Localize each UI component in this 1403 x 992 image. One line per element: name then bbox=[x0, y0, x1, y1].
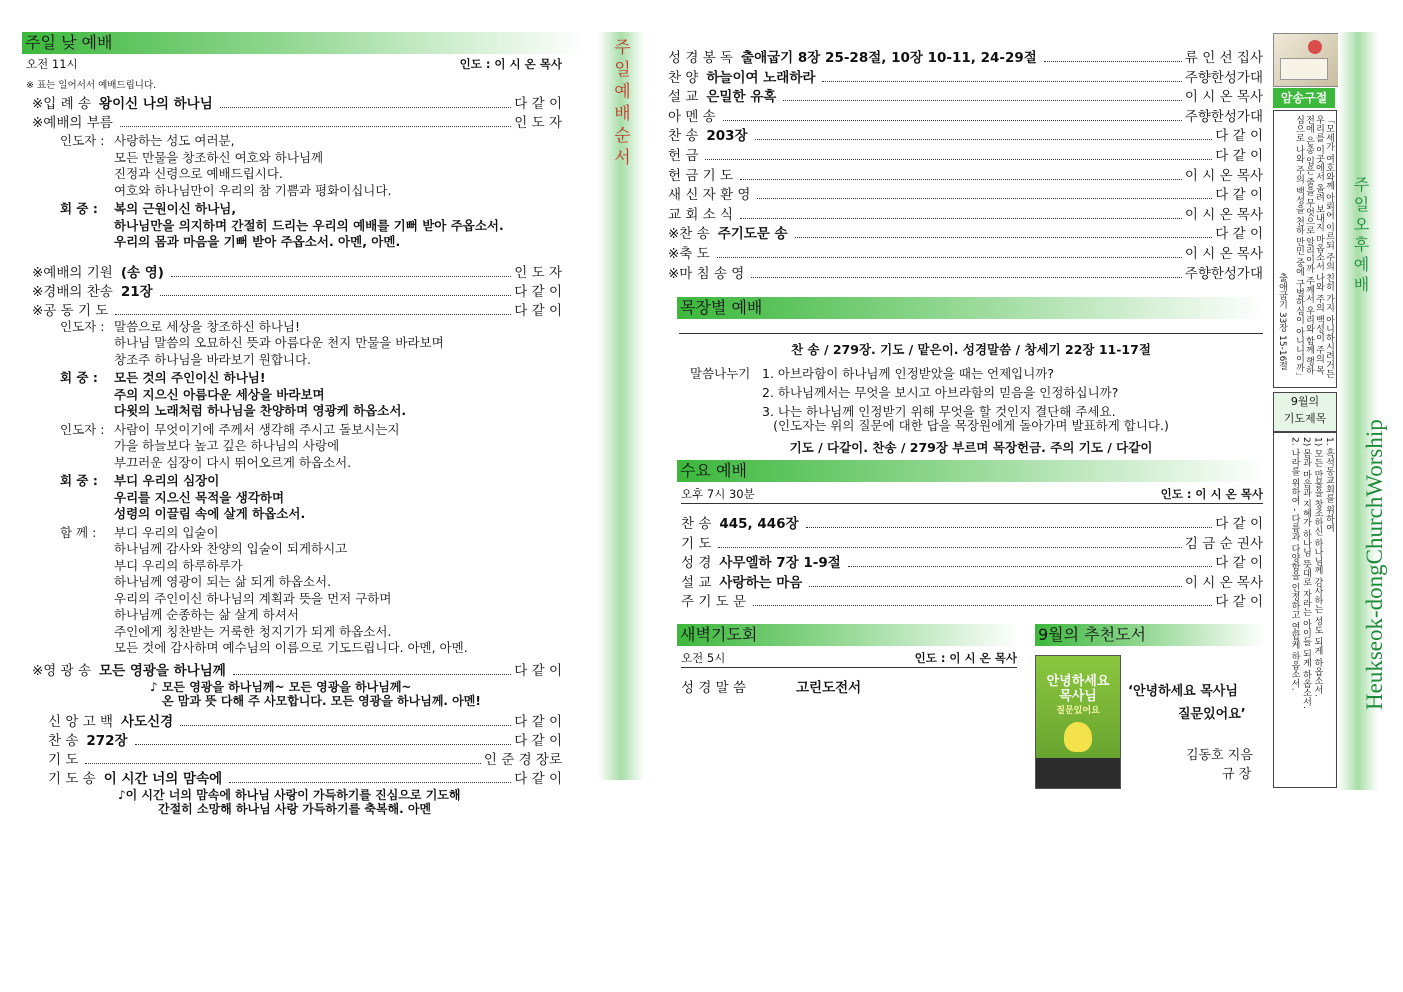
row-label: 찬 양 bbox=[668, 69, 699, 86]
litany-line: 부디 우리의 심장이 bbox=[114, 473, 220, 488]
row-content: 203장 bbox=[706, 128, 748, 145]
memory-verse-text: 「모세가 여호와께 아뢰어 이르되 주의 친히 가지 아니하시려거든 우리를 이곳에서 올려 보내지 마옵소서 나와 주의 백성이 주의 목전에 은총 입은 줄을 무엇으로 알리이까 주께서 우리와 함께 행하심으로 나와 주의 백성을 천하 만민 중에 구별하심이 아니니이까」 bbox=[1294, 115, 1334, 381]
row-content: 이 시간 너의 맘속에 bbox=[103, 770, 223, 787]
row-dots bbox=[718, 547, 1182, 548]
litany-line: 모든 것의 주인이신 하나님! bbox=[114, 370, 266, 385]
cell-divider bbox=[679, 333, 1263, 334]
row-label: 찬 송 bbox=[668, 128, 699, 145]
row-content: 사무엘하 7장 1-9절 bbox=[719, 555, 841, 571]
row-person: 다 같 이 bbox=[514, 732, 562, 749]
litany-speaker: 회 중 : bbox=[60, 201, 98, 216]
row-person: 다 같 이 bbox=[514, 96, 562, 112]
litany-line: 하나님께 영광이 되는 삶 되게 하옵소서. bbox=[114, 574, 332, 589]
row-content: 445, 446장 bbox=[719, 516, 799, 532]
service-leader: 인도 : 이 시 온 목사 bbox=[459, 57, 562, 71]
row-person: 다 같 이 bbox=[514, 662, 562, 679]
row-label: 헌 금 bbox=[668, 148, 699, 164]
row-content: 272장 bbox=[86, 732, 128, 749]
row-label: 성 경 bbox=[681, 555, 712, 571]
row-dots bbox=[755, 139, 1213, 140]
row-content: 왕이신 나의 하나님 bbox=[99, 96, 213, 112]
order-row bbox=[681, 571, 1263, 590]
litany-speaker: 회 중 : bbox=[60, 370, 98, 385]
row-person: 인 도 자 bbox=[514, 115, 562, 131]
row-content: 주기도문 송 bbox=[717, 226, 788, 243]
litany-speaker: 함 께 : bbox=[60, 524, 97, 540]
dawn-subheader bbox=[681, 650, 1017, 668]
litany-block bbox=[60, 525, 468, 657]
row-label: ※입 례 송 bbox=[32, 96, 92, 112]
row-person: 인 도 자 bbox=[514, 264, 562, 281]
row-content: 출애굽기 8장 25-28절, 10장 10-11, 24-29절 bbox=[741, 50, 1037, 66]
row-dots bbox=[795, 237, 1213, 238]
prayer-item-1: 1. 흑석동교회를 위하여 bbox=[1324, 437, 1334, 533]
order-row bbox=[32, 659, 562, 678]
litany-line: 복의 근원이신 하나님, bbox=[114, 201, 237, 216]
order-row bbox=[32, 261, 562, 280]
row-dots bbox=[135, 744, 512, 745]
sunday-service-title: 주일 낮 예배 bbox=[22, 32, 585, 54]
question-3: 3. 나는 하나님께 인정받기 위해 무엇을 할 것인지 결단해 주세요. bbox=[762, 404, 1116, 419]
row-label: 성 경 봉 독 bbox=[668, 50, 734, 66]
order-row bbox=[48, 767, 562, 786]
order-row bbox=[48, 748, 562, 767]
wednesday-subheader bbox=[681, 486, 1263, 504]
memory-verse-ref: 출애굽기 33장 15-16절 bbox=[1277, 273, 1287, 371]
order-row bbox=[668, 183, 1263, 202]
row-person: 주향한성가대 bbox=[1184, 265, 1263, 282]
row-dots bbox=[740, 218, 1182, 219]
row-label: 교 회 소 식 bbox=[668, 206, 734, 223]
row-content: 모든 영광을 하나님께 bbox=[99, 662, 226, 679]
wednesday-leader: 인도 : 이 시 온 목사 bbox=[1160, 487, 1263, 501]
order-row bbox=[681, 551, 1263, 570]
row-dots bbox=[783, 100, 1182, 101]
row-person: 이 시 온 목사 bbox=[1184, 206, 1263, 223]
book-author: 김동호 지음 bbox=[1186, 748, 1253, 763]
row-dots bbox=[848, 566, 1212, 567]
row-dots bbox=[751, 277, 1181, 278]
row-dots bbox=[757, 198, 1212, 199]
row-dots bbox=[115, 314, 511, 315]
row-person: 다 같 이 bbox=[1215, 226, 1263, 243]
order-row bbox=[32, 280, 562, 299]
dawn-prayer-title: 새벽기도회 bbox=[677, 624, 1020, 646]
row-dots bbox=[229, 782, 511, 783]
book-publisher: 규 장 bbox=[1222, 767, 1252, 782]
glory-lyric: ♪ 모든 영광을 하나님께~ 모든 영광을 하나님께~ bbox=[150, 679, 412, 694]
row-dots bbox=[1044, 61, 1182, 62]
row-label: 주 기 도 문 bbox=[681, 594, 747, 610]
litany-line: 부끄러운 심장이 다시 뛰어오르게 하옵소서. bbox=[114, 454, 352, 470]
row-label: 설 교 bbox=[681, 574, 712, 591]
litany-line: 하나님 말씀의 오묘하신 뜻과 아름다운 천지 만물을 바라보며 bbox=[114, 335, 444, 350]
dawn-leader: 인도 : 이 시 온 목사 bbox=[914, 651, 1017, 665]
litany-line: 다윗의 노래처럼 하나님을 찬양하며 영광케 하옵소서. bbox=[114, 403, 407, 418]
book-icon bbox=[1280, 58, 1328, 80]
prayer-song-lyric: ♪이 시간 너의 맘속에 하나님 사랑이 가득하기를 진심으로 기도해 bbox=[118, 787, 461, 802]
row-label: 아 멘 송 bbox=[668, 108, 716, 125]
row-person: 다 같 이 bbox=[1215, 148, 1263, 164]
order-row bbox=[48, 729, 562, 748]
order-row bbox=[668, 85, 1263, 104]
row-person: 다 같 이 bbox=[1215, 187, 1263, 204]
row-label: 기 도 bbox=[681, 535, 712, 552]
row-dots bbox=[120, 126, 511, 127]
row-dots bbox=[180, 725, 511, 726]
question-list bbox=[762, 364, 1118, 421]
order-label: 주일예배순서 bbox=[610, 38, 630, 170]
question-1: 1. 아브라함이 하나님께 인정받았을 때는 언제입니까? bbox=[762, 366, 1055, 381]
row-label: 찬 송 bbox=[48, 732, 79, 749]
order-row bbox=[668, 124, 1263, 143]
row-dots bbox=[160, 295, 512, 296]
question-2: 2. 하나님께서는 무엇을 보시고 아브라함의 믿음을 인정하십니까? bbox=[762, 385, 1119, 400]
row-person: 다 같 이 bbox=[1215, 555, 1263, 571]
standing-note: ※ 표는 일어서서 예배드립니다. bbox=[26, 80, 157, 91]
prayer-title-box bbox=[1273, 392, 1337, 432]
order-row bbox=[681, 590, 1263, 609]
litany-block bbox=[60, 201, 504, 251]
cover-line-2: 목사님 bbox=[1059, 689, 1097, 704]
row-person: 다 같 이 bbox=[514, 283, 562, 300]
memory-verse-box bbox=[1273, 110, 1337, 388]
row-label: ※예배의 기원 bbox=[32, 264, 113, 281]
litany-line: 사람이 무엇이기에 주께서 생각해 주시고 돌보시는지 bbox=[114, 421, 400, 437]
row-label: ※찬 송 bbox=[668, 226, 710, 243]
order-row bbox=[668, 262, 1263, 281]
row-dots bbox=[753, 605, 1212, 606]
row-person: 이 시 온 목사 bbox=[1184, 167, 1263, 184]
litany-block bbox=[60, 319, 444, 369]
cell-worship-title: 목장별 예배 bbox=[677, 297, 1266, 319]
litany-block bbox=[60, 422, 400, 472]
row-dots bbox=[233, 674, 511, 675]
litany-block bbox=[60, 370, 406, 420]
litany-line: 하나님만을 의지하며 간절히 드리는 우리의 예배를 기뻐 받아 주옵소서. bbox=[114, 217, 504, 233]
order-row bbox=[668, 66, 1263, 85]
litany-line: 모든 것에 감사하며 예수님의 이름으로 기도드립니다. 아멘, 아멘. bbox=[114, 640, 468, 655]
row-dots bbox=[85, 763, 481, 764]
row-person: 다 같 이 bbox=[1215, 516, 1263, 532]
row-label: ※영 광 송 bbox=[32, 662, 92, 679]
row-person: 다 같 이 bbox=[514, 713, 562, 730]
glory-lyric: 온 맘과 뜻 다해 주 사모합니다. 모든 영광을 하나님께. 아멘! bbox=[162, 693, 481, 708]
book-title: 9월의 추천도서 bbox=[1035, 624, 1266, 646]
litany-line: 모든 만물을 창조하신 여호와 하나님께 bbox=[114, 149, 324, 165]
afternoon-service-label: 주일오후예배 bbox=[1351, 176, 1370, 296]
order-row bbox=[681, 532, 1263, 551]
litany-line: 주인에게 칭찬받는 거룩한 청지기가 되게 하옵소서. bbox=[114, 623, 392, 639]
litany-block bbox=[60, 133, 391, 199]
row-person: 다 같 이 bbox=[1215, 128, 1263, 145]
order-row bbox=[32, 299, 562, 318]
order-row bbox=[681, 512, 1263, 531]
litany-line: 부디 우리의 입술이 bbox=[114, 524, 219, 540]
order-row bbox=[32, 111, 562, 130]
dawn-label: 성 경 말 씀 bbox=[681, 680, 747, 696]
litany-speaker: 인도자 : bbox=[60, 421, 105, 437]
litany-block bbox=[60, 473, 305, 523]
cell-note: (인도자는 위의 질문에 대한 답을 목장원에게 돌아가며 발표하게 합니다.) bbox=[773, 418, 1169, 433]
book-quote-2: 질문있어요’ bbox=[1178, 707, 1246, 722]
order-row bbox=[668, 242, 1263, 261]
bulb-icon bbox=[1064, 722, 1092, 752]
wednesday-service-title: 수요 예배 bbox=[677, 460, 1266, 482]
litany-speaker: 인도자 : bbox=[60, 318, 105, 334]
litany-line: 우리를 지으신 목적을 생각하며 bbox=[114, 489, 285, 505]
book-cover bbox=[1035, 655, 1121, 789]
row-dots bbox=[705, 159, 1212, 160]
prayer-title-line-1: 9월의 bbox=[1290, 395, 1320, 408]
row-label: 새 신 자 환 영 bbox=[668, 187, 751, 204]
litany-line: 하나님께 감사와 찬양의 입술이 되게하시고 bbox=[114, 541, 348, 556]
litany-line: 주의 지으신 아름다운 세상을 바라보며 bbox=[114, 386, 325, 402]
litany-line: 사랑하는 성도 여러분, bbox=[114, 133, 235, 148]
row-dots bbox=[717, 257, 1182, 258]
prayer-title-line-2: 기도제목 bbox=[1283, 412, 1327, 425]
litany-line: 하나님께 순종하는 삶 살게 하셔서 bbox=[114, 607, 299, 622]
row-content: (송 영) bbox=[120, 264, 164, 281]
row-dots bbox=[723, 120, 1182, 121]
row-person: 주향한성가대 bbox=[1184, 108, 1263, 125]
litany-line: 말씀으로 세상을 창조하신 하나님! bbox=[114, 318, 300, 334]
sunday-service-subheader bbox=[26, 56, 562, 73]
row-dots bbox=[740, 179, 1182, 180]
litany-line: 가을 하늘보다 높고 깊은 하나님의 사랑에 bbox=[114, 438, 340, 453]
wednesday-time: 오후 7시 30분 bbox=[681, 487, 755, 501]
prayer-song-lyric: 간절히 소망해 하나님 사랑 가득하기를 축복해. 아멘 bbox=[158, 801, 432, 816]
row-dots bbox=[822, 81, 1181, 82]
order-row bbox=[48, 710, 562, 729]
row-dots bbox=[220, 107, 512, 108]
row-label: 기 도 송 bbox=[48, 770, 96, 787]
row-label: ※공 동 기 도 bbox=[32, 302, 109, 319]
memory-verse-title: 암송구절 bbox=[1273, 88, 1335, 108]
row-person: 김 금 순 권사 bbox=[1184, 535, 1263, 552]
row-person: 인 준 경 장로 bbox=[483, 751, 562, 768]
cover-line-1: 안녕하세요 bbox=[1046, 674, 1110, 689]
dawn-time: 오전 5시 bbox=[681, 651, 726, 665]
row-label: 찬 송 bbox=[681, 516, 712, 532]
prayer-item-2: 1) 모든 만물을 창조하신 하나님께 감사하는 성도 되게 하옵소서. bbox=[1312, 437, 1323, 697]
row-person: 다 같 이 bbox=[514, 770, 562, 787]
order-row bbox=[668, 222, 1263, 241]
cover-line-3: 질문있어요 bbox=[1056, 706, 1100, 716]
row-content: 사랑하는 마음 bbox=[719, 574, 803, 591]
litany-line: 성령의 이끌림 속에 살게 하옵소서. bbox=[114, 506, 306, 521]
litany-speaker: 인도자 : bbox=[60, 133, 105, 148]
prayer-items bbox=[1288, 437, 1334, 781]
row-label: ※경배의 찬송 bbox=[32, 283, 113, 300]
church-name: Heukseok-dongChurchWorship bbox=[1362, 419, 1387, 710]
share-label: 말씀나누기 bbox=[690, 366, 751, 381]
row-label: 설 교 bbox=[668, 89, 699, 106]
row-person: 이 시 온 목사 bbox=[1184, 246, 1263, 262]
cell-order-line: 찬 송 / 279장. 기도 / 맡은이. 성경말씀 / 창세기 22장 11-17절 bbox=[791, 342, 1151, 357]
row-dots bbox=[171, 276, 511, 277]
bible-image bbox=[1273, 33, 1339, 87]
litany-line: 진정과 신령으로 예배드립시다. bbox=[114, 166, 283, 181]
row-label: ※마 침 송 영 bbox=[668, 265, 745, 282]
author-photo bbox=[1036, 758, 1120, 788]
row-person: 이 시 온 목사 bbox=[1184, 574, 1263, 591]
litany-line: 우리의 몸과 마음을 기뻐 받아 주옵소서. 아멘, 아멘. bbox=[114, 234, 401, 249]
order-row bbox=[668, 105, 1263, 124]
row-label: 기 도 bbox=[48, 751, 79, 768]
litany-line: 부디 우리의 하루하루가 bbox=[114, 557, 243, 573]
row-content: 하늘이여 노래하라 bbox=[706, 69, 816, 86]
prayer-item-4: 2. 나라를 위하여 - 다름과 다양함을 인정하고 연합케 하옵소서. bbox=[1289, 437, 1300, 691]
row-content: 은밀한 유혹 bbox=[706, 89, 777, 106]
row-person: 주향한성가대 bbox=[1184, 69, 1263, 86]
row-label: ※예배의 부름 bbox=[32, 115, 113, 131]
service-time: 오전 11시 bbox=[26, 57, 78, 71]
cell-closing: 기도 / 다같이. 찬송 / 279장 부르며 목장헌금. 주의 기도 / 다같이 bbox=[789, 440, 1153, 455]
litany-line: 창조주 하나님을 바라보기 원합니다. bbox=[114, 351, 312, 367]
dawn-content: 고린도전서 bbox=[796, 680, 862, 696]
order-row bbox=[668, 203, 1263, 222]
row-person: 이 시 온 목사 bbox=[1184, 89, 1263, 106]
row-content: 21장 bbox=[120, 283, 153, 300]
litany-line: 여호와 하나님만이 우리의 참 기쁨과 평화이십니다. bbox=[114, 182, 392, 198]
litany-speaker: 회 중 : bbox=[60, 473, 98, 488]
row-label: ※축 도 bbox=[668, 246, 710, 262]
order-row bbox=[668, 164, 1263, 183]
order-row bbox=[668, 144, 1263, 163]
prayer-item-3: 2) 몸과 마음과 지혜가 하나님 뜻대로 자라는 아이들 되게 하옵소서. bbox=[1301, 437, 1311, 709]
prayer-items-box bbox=[1273, 432, 1337, 788]
row-person: 류 인 선 집사 bbox=[1184, 50, 1263, 66]
rose-icon bbox=[1308, 40, 1322, 54]
row-dots bbox=[809, 586, 1182, 587]
row-label: 헌 금 기 도 bbox=[668, 167, 734, 184]
litany-line: 우리의 주인이신 하나님의 계획과 뜻을 먼저 구하며 bbox=[114, 590, 392, 606]
row-content: 사도신경 bbox=[121, 713, 174, 730]
order-row bbox=[32, 92, 562, 111]
order-row bbox=[668, 46, 1263, 65]
row-dots bbox=[806, 527, 1213, 528]
book-quote-1: ‘안녕하세요 목사님 bbox=[1128, 684, 1238, 699]
row-label: 신 앙 고 백 bbox=[48, 713, 114, 730]
row-person: 다 같 이 bbox=[514, 302, 562, 319]
row-person: 다 같 이 bbox=[1215, 594, 1263, 610]
